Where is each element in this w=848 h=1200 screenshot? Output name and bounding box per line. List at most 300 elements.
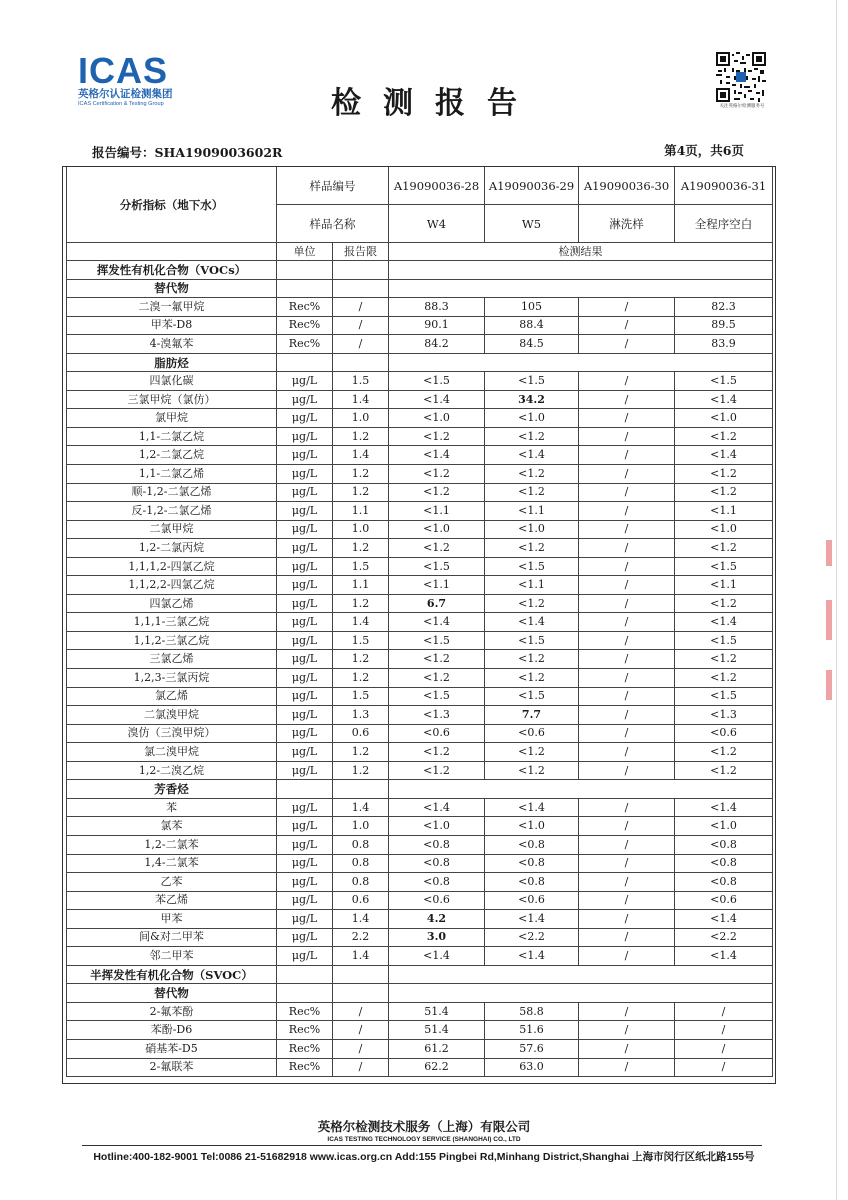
result-cell: / [579, 743, 675, 762]
result-cell: <1.3 [389, 706, 485, 725]
table-row [67, 316, 773, 335]
table-row [67, 483, 773, 502]
result-cell: <1.2 [389, 761, 485, 780]
result-cell: / [579, 724, 675, 743]
table-row [67, 390, 773, 409]
result-cell: 88.3 [389, 298, 485, 317]
result-cell: <1.5 [675, 687, 773, 706]
analyte-name: 1,2-二溴乙烷 [67, 761, 277, 780]
category-label: 替代物 [67, 984, 277, 1003]
analyte-name: 1,1,2-三氯乙烷 [67, 631, 277, 650]
table-row [67, 298, 773, 317]
result-cell: / [579, 798, 675, 817]
result-cell: <1.2 [675, 427, 773, 446]
result-cell: / [675, 1039, 773, 1058]
result-cell: <1.4 [675, 390, 773, 409]
category-row [67, 984, 773, 1003]
limit-cell: / [333, 335, 389, 354]
result-cell: / [579, 817, 675, 836]
limit-cell: 1.0 [333, 520, 389, 539]
result-cell: 83.9 [675, 335, 773, 354]
table-row [67, 427, 773, 446]
result-cell: <1.5 [485, 687, 579, 706]
table-row [67, 335, 773, 354]
analyte-name: 1,2-二氯乙烷 [67, 446, 277, 465]
analyte-name: 1,2,3-三氯丙烷 [67, 669, 277, 688]
limit-cell: 1.2 [333, 594, 389, 613]
analyte-name: 2-氟联苯 [67, 1058, 277, 1077]
result-cell: <0.8 [675, 854, 773, 873]
table-row [67, 409, 773, 428]
result-cell: 7.7 [485, 706, 579, 725]
result-cell: <1.4 [485, 613, 579, 632]
analyte-name: 苯酚-D6 [67, 1021, 277, 1040]
page-edge-line [836, 0, 837, 1200]
result-cell: <1.4 [389, 613, 485, 632]
result-cell: 63.0 [485, 1058, 579, 1077]
result-cell: 61.2 [389, 1039, 485, 1058]
result-cell: <1.2 [675, 483, 773, 502]
limit-cell: 1.4 [333, 446, 389, 465]
unit-cell: μg/L [277, 761, 333, 780]
analyte-name: 苯乙烯 [67, 891, 277, 910]
unit-cell: Rec% [277, 1039, 333, 1058]
result-cell: <1.4 [675, 446, 773, 465]
result-cell: 62.2 [389, 1058, 485, 1077]
result-cell: / [579, 409, 675, 428]
result-cell: <1.2 [485, 761, 579, 780]
result-cell: / [579, 687, 675, 706]
result-cell: <0.8 [389, 873, 485, 892]
result-cell: <1.2 [485, 743, 579, 762]
analyte-name: 邻二甲苯 [67, 947, 277, 966]
result-cell: / [579, 446, 675, 465]
limit-cell: / [333, 1021, 389, 1040]
unit-cell: μg/L [277, 594, 333, 613]
sample-name-label: 样品名称 [277, 205, 389, 243]
limit-cell: / [333, 1058, 389, 1077]
seal-fragment [826, 600, 832, 640]
result-cell: / [579, 1002, 675, 1021]
result-cell: <1.2 [485, 539, 579, 558]
table-row [67, 650, 773, 669]
analyte-name: 1,1-二氯乙烷 [67, 427, 277, 446]
result-cell: <1.0 [485, 409, 579, 428]
unit-cell: μg/L [277, 947, 333, 966]
result-cell: <1.2 [675, 465, 773, 484]
unit-cell: μg/L [277, 706, 333, 725]
limit-cell: 1.2 [333, 465, 389, 484]
unit-cell: μg/L [277, 631, 333, 650]
limit-cell: 0.8 [333, 854, 389, 873]
result-cell: <1.5 [389, 557, 485, 576]
result-cell: <1.0 [389, 817, 485, 836]
result-cell: <1.2 [389, 483, 485, 502]
result-cell: <1.4 [675, 613, 773, 632]
blank-cell [67, 243, 277, 261]
blank-cell [277, 261, 333, 280]
qr-caption: 关注英格尔检测服务号 [719, 104, 765, 109]
analyte-name: 4-溴氟苯 [67, 335, 277, 354]
result-cell: <1.4 [389, 947, 485, 966]
unit-cell: μg/L [277, 743, 333, 762]
limit-cell: 0.8 [333, 873, 389, 892]
blank-cell [389, 984, 773, 1003]
analyte-name: 二氯甲烷 [67, 520, 277, 539]
result-cell: <1.5 [675, 631, 773, 650]
result-cell: <1.2 [389, 650, 485, 669]
unit-cell: μg/L [277, 928, 333, 947]
result-cell: / [579, 706, 675, 725]
limit-cell: 1.4 [333, 910, 389, 929]
result-cell: <0.8 [389, 835, 485, 854]
table-row [67, 761, 773, 780]
analysis-item-header: 分析指标（地下水） [67, 167, 277, 243]
result-cell: / [579, 372, 675, 391]
limit-cell: / [333, 1039, 389, 1058]
result-cell: <1.4 [485, 947, 579, 966]
analyte-name: 反-1,2-二氯乙烯 [67, 502, 277, 521]
table-row [67, 873, 773, 892]
result-cell: <0.8 [675, 835, 773, 854]
sample-no-cell: A19090036-31 [675, 167, 773, 205]
result-cell: / [579, 835, 675, 854]
limit-cell: 1.0 [333, 817, 389, 836]
sample-no-label: 样品编号 [277, 167, 389, 205]
result-cell: <1.4 [389, 390, 485, 409]
sample-name-cell: 全程序空白 [675, 205, 773, 243]
blank-cell [277, 780, 333, 799]
table-row [67, 835, 773, 854]
unit-cell: μg/L [277, 669, 333, 688]
result-cell: <1.0 [675, 817, 773, 836]
result-cell: <1.5 [389, 687, 485, 706]
analyte-name: 1,2-二氯苯 [67, 835, 277, 854]
result-cell: / [579, 298, 675, 317]
sample-no-cell: A19090036-29 [485, 167, 579, 205]
sample-name-cell: W5 [485, 205, 579, 243]
footer-company-cn: 英格尔检测技术服务（上海）有限公司 [317, 1119, 531, 1134]
report-number-label: 报告编号： [92, 145, 155, 160]
footer-divider [82, 1145, 762, 1146]
result-cell: / [579, 650, 675, 669]
blank-cell [333, 780, 389, 799]
result-cell: 6.7 [389, 594, 485, 613]
analyte-name: 二溴一氟甲烷 [67, 298, 277, 317]
result-cell: <1.1 [389, 502, 485, 521]
unit-cell: μg/L [277, 465, 333, 484]
result-cell: / [579, 316, 675, 335]
page-info: 第4页，共6页 [664, 143, 744, 158]
limit-cell: 2.2 [333, 928, 389, 947]
analyte-name: 氯乙烯 [67, 687, 277, 706]
result-cell: / [579, 594, 675, 613]
result-cell: / [579, 1058, 675, 1077]
result-cell: / [675, 1002, 773, 1021]
category-row [67, 965, 773, 984]
limit-cell: 0.6 [333, 891, 389, 910]
logo-name-cn: 英格尔认证检测集团 [78, 88, 173, 100]
analyte-name: 甲苯 [67, 910, 277, 929]
result-cell: <1.5 [485, 557, 579, 576]
analyte-name: 苯 [67, 798, 277, 817]
result-cell: <0.8 [485, 873, 579, 892]
header-row-sample-no [67, 167, 773, 205]
table-row [67, 465, 773, 484]
logo-name-en: ICAS Certification & Testing Group [78, 101, 164, 107]
result-cell: 3.0 [389, 928, 485, 947]
result-cell: <1.4 [675, 947, 773, 966]
blank-cell [389, 261, 773, 280]
limit-cell: 1.4 [333, 798, 389, 817]
result-cell: 51.4 [389, 1002, 485, 1021]
blank-cell [389, 279, 773, 298]
result-cell: <1.2 [485, 669, 579, 688]
result-cell: <1.4 [485, 910, 579, 929]
analyte-name: 二氯溴甲烷 [67, 706, 277, 725]
blank-cell [389, 780, 773, 799]
blank-cell [333, 965, 389, 984]
unit-cell: μg/L [277, 502, 333, 521]
category-label: 挥发性有机化合物（VOCs） [67, 261, 277, 280]
result-cell: / [579, 1039, 675, 1058]
result-cell: <1.2 [675, 743, 773, 762]
result-cell: <1.2 [485, 465, 579, 484]
limit-cell: 1.2 [333, 650, 389, 669]
result-cell: / [579, 761, 675, 780]
result-cell: / [579, 576, 675, 595]
unit-cell: Rec% [277, 1002, 333, 1021]
header-row-unit [67, 243, 773, 261]
result-cell: <1.0 [389, 409, 485, 428]
table-row [67, 910, 773, 929]
result-cell: 58.8 [485, 1002, 579, 1021]
unit-cell: μg/L [277, 891, 333, 910]
unit-cell: μg/L [277, 557, 333, 576]
limit-cell: 1.2 [333, 427, 389, 446]
result-cell: <1.2 [389, 465, 485, 484]
limit-cell: 1.4 [333, 613, 389, 632]
analyte-name: 三氯乙烯 [67, 650, 277, 669]
result-cell: <1.1 [675, 502, 773, 521]
limit-cell: 1.2 [333, 669, 389, 688]
table-row [67, 372, 773, 391]
result-cell: / [579, 891, 675, 910]
limit-cell: 1.1 [333, 576, 389, 595]
unit-cell: Rec% [277, 335, 333, 354]
result-cell: <1.2 [389, 743, 485, 762]
qr-code-icon [716, 52, 766, 102]
result-cell: <1.0 [675, 520, 773, 539]
result-cell: <1.2 [389, 669, 485, 688]
result-cell: / [579, 1021, 675, 1040]
limit-cell: 1.5 [333, 687, 389, 706]
analyte-name: 1,1,2,2-四氯乙烷 [67, 576, 277, 595]
result-cell: <1.0 [485, 520, 579, 539]
unit-cell: μg/L [277, 817, 333, 836]
result-cell: <1.1 [485, 502, 579, 521]
unit-cell: μg/L [277, 613, 333, 632]
unit-cell: μg/L [277, 835, 333, 854]
limit-cell: 1.2 [333, 743, 389, 762]
blank-cell [333, 261, 389, 280]
result-cell: <1.3 [675, 706, 773, 725]
result-cell: <1.2 [675, 650, 773, 669]
analyte-name: 四氯乙烯 [67, 594, 277, 613]
unit-cell: μg/L [277, 372, 333, 391]
blank-cell [333, 984, 389, 1003]
result-cell: / [579, 873, 675, 892]
table-row [67, 854, 773, 873]
table-row [67, 1002, 773, 1021]
table-row [67, 706, 773, 725]
result-cell: <0.8 [675, 873, 773, 892]
result-cell: / [579, 910, 675, 929]
table-row [67, 817, 773, 836]
result-label: 检测结果 [389, 243, 773, 261]
result-cell: <1.4 [675, 798, 773, 817]
category-row [67, 353, 773, 372]
result-cell: <1.2 [485, 650, 579, 669]
result-cell: / [579, 539, 675, 558]
unit-cell: μg/L [277, 873, 333, 892]
unit-cell: μg/L [277, 854, 333, 873]
category-row [67, 780, 773, 799]
report-number [92, 143, 282, 161]
sample-no-cell: A19090036-28 [389, 167, 485, 205]
unit-cell: μg/L [277, 390, 333, 409]
result-cell: 84.2 [389, 335, 485, 354]
result-cell: <1.5 [675, 557, 773, 576]
category-label: 半挥发性有机化合物（SVOC） [67, 965, 277, 984]
result-cell: / [579, 427, 675, 446]
result-cell: <0.6 [675, 891, 773, 910]
limit-cell: 1.4 [333, 947, 389, 966]
category-row [67, 261, 773, 280]
result-cell: 4.2 [389, 910, 485, 929]
result-cell: / [675, 1058, 773, 1077]
result-cell: 34.2 [485, 390, 579, 409]
report-title: 检测报告 [331, 86, 539, 121]
result-cell: <1.2 [675, 594, 773, 613]
analyte-name: 溴仿（三溴甲烷） [67, 724, 277, 743]
limit-cell: 0.8 [333, 835, 389, 854]
unit-cell: μg/L [277, 724, 333, 743]
unit-cell: Rec% [277, 1021, 333, 1040]
result-cell: <1.2 [485, 594, 579, 613]
limit-cell: / [333, 1002, 389, 1021]
result-cell: <1.2 [389, 427, 485, 446]
sample-name-cell: W4 [389, 205, 485, 243]
analyte-name: 1,1-二氯乙烯 [67, 465, 277, 484]
result-cell: <2.2 [675, 928, 773, 947]
result-cell: <1.4 [389, 446, 485, 465]
table-row [67, 631, 773, 650]
result-cell: / [579, 520, 675, 539]
analyte-name: 间&对二甲苯 [67, 928, 277, 947]
analyte-name: 1,4-二氯苯 [67, 854, 277, 873]
blank-cell [333, 353, 389, 372]
unit-cell: μg/L [277, 687, 333, 706]
footer-company-en: ICAS TESTING TECHNOLOGY SERVICE (SHANGHAI) CO., LTD [327, 1136, 521, 1143]
category-label: 脂肪烃 [67, 353, 277, 372]
unit-cell: μg/L [277, 539, 333, 558]
limit-cell: 0.6 [333, 724, 389, 743]
limit-cell: 1.0 [333, 409, 389, 428]
unit-cell: μg/L [277, 798, 333, 817]
result-cell: <1.5 [389, 631, 485, 650]
result-cell: / [579, 390, 675, 409]
result-cell: <1.5 [389, 372, 485, 391]
table-row [67, 1021, 773, 1040]
result-cell: / [579, 465, 675, 484]
analyte-name: 氯二溴甲烷 [67, 743, 277, 762]
unit-cell: Rec% [277, 316, 333, 335]
limit-cell: 1.5 [333, 631, 389, 650]
limit-cell: / [333, 298, 389, 317]
limit-cell: 1.2 [333, 483, 389, 502]
result-cell: <1.4 [485, 798, 579, 817]
sample-name-cell: 淋洗样 [579, 205, 675, 243]
result-cell: / [579, 631, 675, 650]
result-cell: / [579, 613, 675, 632]
category-row [67, 279, 773, 298]
unit-cell: μg/L [277, 520, 333, 539]
table-row [67, 891, 773, 910]
table-row [67, 539, 773, 558]
result-cell: <1.1 [485, 576, 579, 595]
unit-cell: μg/L [277, 427, 333, 446]
table-row [67, 502, 773, 521]
result-cell: <1.2 [485, 427, 579, 446]
table-row [67, 613, 773, 632]
result-cell: <1.0 [485, 817, 579, 836]
analyte-name: 氯苯 [67, 817, 277, 836]
unit-cell: μg/L [277, 576, 333, 595]
table-row [67, 724, 773, 743]
unit-cell: Rec% [277, 298, 333, 317]
result-cell: <0.8 [485, 835, 579, 854]
table-row [67, 947, 773, 966]
analyte-name: 甲苯-D8 [67, 316, 277, 335]
blank-cell [389, 965, 773, 984]
result-cell: / [579, 669, 675, 688]
unit-cell: μg/L [277, 650, 333, 669]
category-label: 芳香烃 [67, 780, 277, 799]
result-cell: 89.5 [675, 316, 773, 335]
table-row [67, 520, 773, 539]
result-cell: <1.4 [485, 446, 579, 465]
result-cell: / [579, 335, 675, 354]
category-label: 替代物 [67, 279, 277, 298]
result-cell: 57.6 [485, 1039, 579, 1058]
result-cell: <1.2 [675, 669, 773, 688]
result-cell: <1.1 [675, 576, 773, 595]
unit-cell: μg/L [277, 446, 333, 465]
result-cell: / [579, 928, 675, 947]
table-row [67, 1058, 773, 1077]
limit-cell: 1.5 [333, 372, 389, 391]
result-cell: 51.4 [389, 1021, 485, 1040]
result-cell: <0.6 [389, 724, 485, 743]
result-cell: <1.2 [675, 761, 773, 780]
table-row [67, 446, 773, 465]
unit-label: 单位 [277, 243, 333, 261]
limit-cell: / [333, 316, 389, 335]
analyte-name: 硝基苯-D5 [67, 1039, 277, 1058]
result-cell: <2.2 [485, 928, 579, 947]
result-cell: <0.8 [485, 854, 579, 873]
